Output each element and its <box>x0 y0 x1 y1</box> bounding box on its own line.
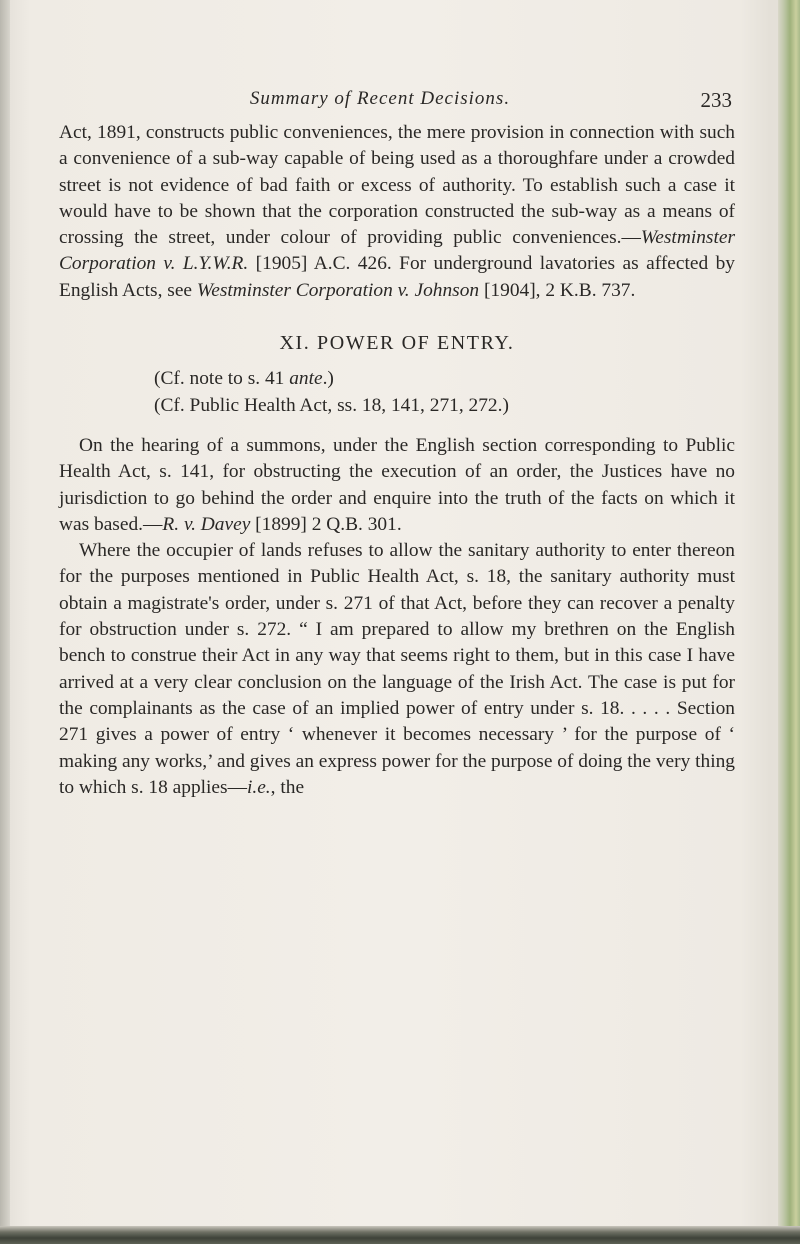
paragraph-text: [1904], 2 K.B. 737. <box>479 279 636 301</box>
cross-reference-italic: ante <box>289 368 323 390</box>
paragraph <box>59 433 735 538</box>
case-citation: R. v. Davey <box>162 513 251 535</box>
paragraph-text: Where the occupier of lands refuses to allow the sanitary authority to enter thereon for the purposes mentioned in Public Health Act, s. 18, the sanitary authority must obtain a magistrate's order, under s. 271 of that Act, before they can recover a penalty for obstruction under s. 272. “ I am prepared to allow my brethren on the English bench to construe their Act in any way that seems right to them, but in this case I have arrived at a very clear conclusion on the language of the Irish Act. The case is put for the complainants as the case of an implied power of entry under s. 18. . . . . Section 271 gives a power of entry ‘ whenever it becomes necessary ’ for the purpose of ‘ making any works,’ and gives an express power for the purpose of doing the very thing to which s. 18 applies— <box>59 540 735 798</box>
spacer <box>59 419 735 433</box>
running-head: Summary of Recent Decisions. <box>249 88 511 109</box>
paragraph-text: [1899] 2 Q.B. 301. <box>250 513 402 535</box>
cross-reference-text: (Cf. note to s. 41 <box>154 368 290 390</box>
paragraph-text: [1905] A.C. 426. For underground lavatories as affected by English Acts, see <box>59 253 735 301</box>
paragraph <box>59 538 735 801</box>
paragraph-text: On the hearing of a summons, under the English section corresponding to Public Health Act, s. 141, for obstructing the execution of an order, the Justices have no jurisdiction to go behind the order and enquire into the truth of the facts on which it was based.— <box>59 434 735 535</box>
page-right-edge <box>778 0 800 1244</box>
cross-reference <box>59 366 735 392</box>
section-heading: XI. POWER OF ENTRY. <box>279 332 515 355</box>
paragraph-text: Act, 1891, constructs public conveniences, the mere provision in connection with such a convenience of a sub-way capable of being used as a thoroughfare under a crowded street is not evidence of bad faith or excess of authority. To establish such a case it would have to be shown that the corporation constructed the sub-way as a means of crossing the street, under colour of providing public conveniences.— <box>59 122 735 249</box>
cross-reference: (Cf. Public Health Act, ss. 18, 141, 271, 272.) <box>154 394 509 416</box>
abbreviation-italic: i.e. <box>246 776 271 798</box>
case-citation: Westminster Corporation v. L.Y.W.R. <box>59 227 735 275</box>
page-number: 233 <box>700 88 732 112</box>
body-text <box>59 120 735 801</box>
page-bottom-edge <box>0 1226 800 1244</box>
case-citation: Westminster Corporation v. Johnson <box>196 279 480 301</box>
cross-reference-text: .) <box>322 368 334 390</box>
paragraph-continued <box>59 120 735 304</box>
page-header <box>60 88 732 118</box>
paragraph-text: , the <box>270 776 305 798</box>
page-left-edge <box>0 0 10 1244</box>
